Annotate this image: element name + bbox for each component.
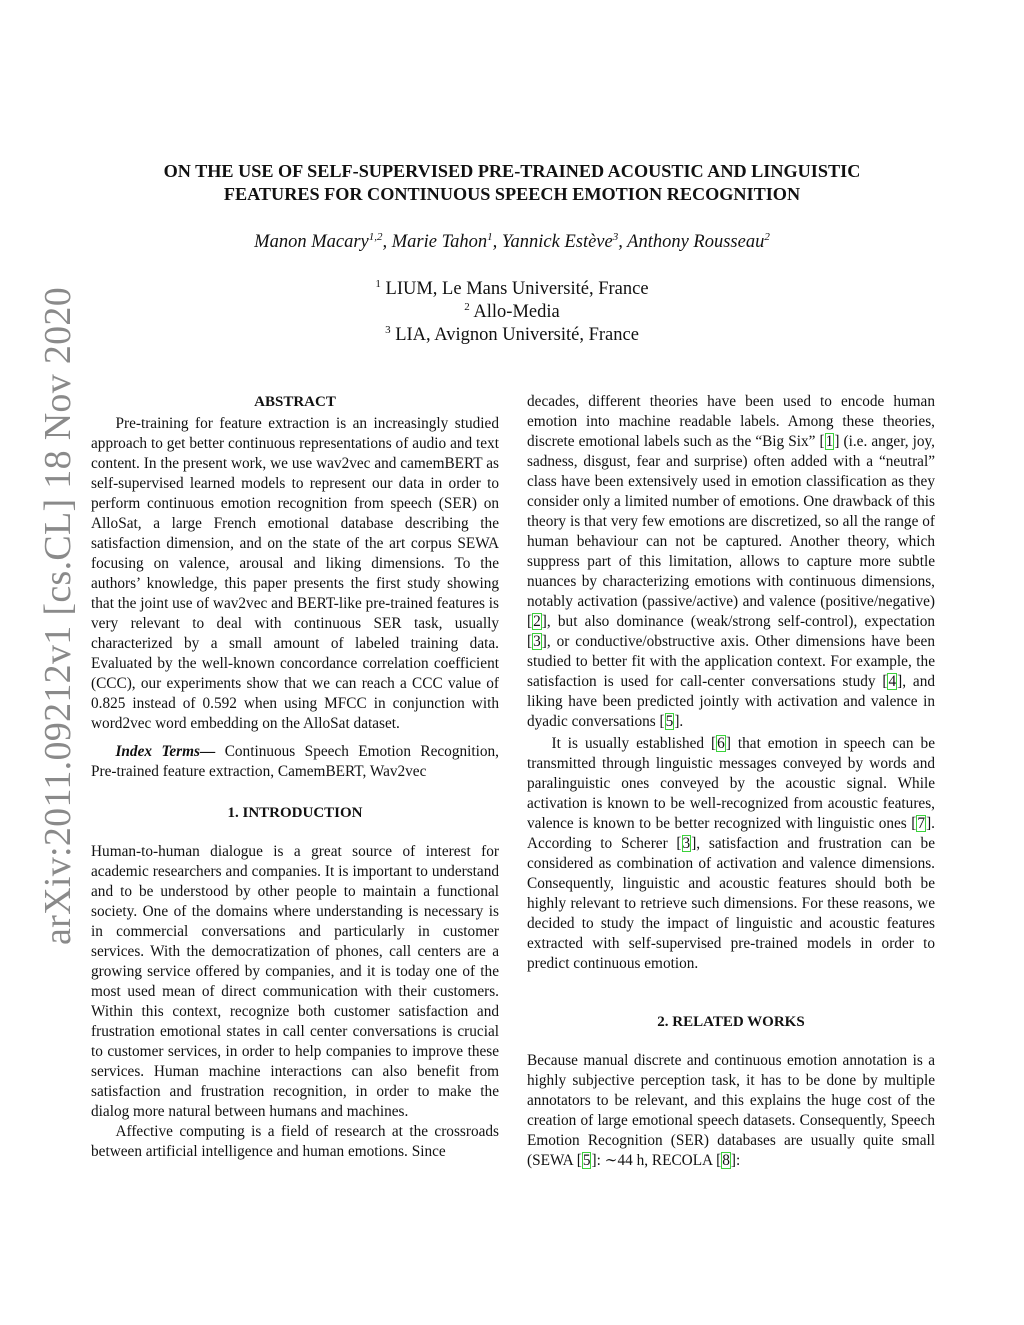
affiliation-number: 1 — [375, 277, 381, 290]
affiliation — [100, 301, 924, 324]
index-terms-label: Index Terms— — [115, 743, 216, 760]
related-works-heading: 2. RELATED WORKS — [657, 1014, 805, 1030]
text-run: Because manual discrete and continuous emotion annotation is a highly subjective perception task, it has to be done by multiple annotators to be relevant, and this explains the huge cost of the creation of large emotional speech datasets. Consequently, Speech Emotion Recognition (SER) databases are usually quite small (SEWA — [527, 1052, 935, 1169]
right-column — [527, 392, 935, 1171]
intro-paragraph-4: It is usually established [6] that emotion in speech can be transmitted through linguistic messages conveyed by words and paralinguistic ones conveyed by the acoustic signal. While activation is known to be well-recognized from acoustic features, valence is known to be better recognized with linguistic ones [7]. According to Scherer [3], satisfaction and frustration can be considered as combination of activation and valence dimensions. Consequently, linguistic and acoustic features should both be highly relevant to retrieve such dimensions. For these reasons, we decided to study the impact of linguistic and acoustic features extracted with self-supervised pre-trained models in order to predict continuous emotion. — [527, 735, 935, 972]
author-affil-sup: 1,2 — [368, 230, 383, 243]
title-line-1: ON THE USE OF SELF-SUPERVISED PRE-TRAINED ACOUSTIC AND LINGUISTIC — [163, 161, 861, 181]
intro-paragraph-2: Affective computing is a field of research at the crossroads between artificial intelligence and human emotions. Since — [91, 1123, 499, 1160]
intro-heading: 1. INTRODUCTION — [227, 805, 363, 821]
text-run: . According to Scherer — [527, 815, 935, 852]
affiliation — [100, 278, 924, 301]
citation-link[interactable]: 1 — [825, 433, 834, 450]
author-separator: , — [492, 232, 502, 252]
text-run: , satisfaction and frustration can be considered as combination of activation and valence dimensions. Consequently, linguistic and acoustic features should both be highly relevant to retrieve such dimensions. For these reasons, we decided to study the impact of linguistic and acoustic features extracted with self-supervised pre-trained models in order to predict continuous emotion. — [527, 835, 935, 972]
intro-paragraph-1: Human-to-human dialogue is a great source of interest for academic researchers and companies. It is important to understand and to be understood by other people to maintain a functional society. One of the domains where understanding is necessary is in commercial conversations and particularly in customer services. With the democratization of phones, call centers are a growing service offered by companies, and it is today one of the most used mean of direct communication with their customers. Within this context, recognize both customer satisfaction and frustration emotional states in call center conversations is crucial to customer services, in order to help companies to improve these services. Human machine interactions can also benefit from satisfaction and frustration recognition, in order to make the dialog more natural between humans and machines. — [91, 843, 499, 1120]
text-run: . — [679, 713, 684, 730]
affiliation-number: 2 — [464, 300, 470, 313]
text-run: , and liking have been predicted jointly with activation and valence in dyadic conversations — [527, 673, 935, 730]
affiliation-text: LIA, Avignon Université, France — [395, 325, 639, 345]
text-run: : — [735, 1152, 741, 1169]
author-separator: , — [382, 232, 392, 252]
text-run: , or conductive/obstructive axis. Other dimensions have been studied to better fit with the application context. For example, the satisfaction is used for call-center conversations study — [527, 633, 935, 690]
citation-link[interactable]: 5 — [665, 713, 674, 730]
citation-link[interactable]: 7 — [917, 815, 926, 832]
author: Marie Tahon — [391, 232, 488, 252]
citation-link[interactable]: 2 — [533, 613, 541, 630]
citation-link[interactable]: 3 — [533, 633, 541, 650]
affiliation — [100, 324, 924, 347]
affiliation-text: Allo-Media — [473, 302, 560, 322]
text-run: decades, different theories have been used to encode human emotion into machine readable labels. Among these theories, discrete emotional labels such as the “Big Six” — [527, 393, 935, 450]
text-run: that emotion in speech can be transmitted through linguistic messages conveyed by words and paralinguistic ones conveyed by the acoustic signal. While activation is known to be well-recognized from acoustic features, valence is known to be better recognized with linguistic ones — [527, 735, 935, 832]
citation-link[interactable]: 6 — [717, 735, 725, 752]
text-run: It is usually established — [551, 735, 712, 752]
related-paragraph-1: Because manual discrete and continuous emotion annotation is a highly subjective perception task, it has to be done by multiple annotators to be relevant, and this explains the huge cost of the creation of large emotional speech datasets. Consequently, Speech Emotion Recognition (SER) databases are usually quite small (SEWA [5]: ∼44 h, RECOLA [8]: — [527, 1052, 935, 1169]
abstract-heading: ABSTRACT — [254, 394, 336, 410]
affiliation-list — [100, 278, 924, 347]
citation-link[interactable]: 4 — [888, 673, 897, 690]
author: Yannick Estève — [501, 232, 613, 252]
left-column — [91, 392, 499, 1162]
citation-link[interactable]: 5 — [582, 1152, 591, 1169]
text-run: (i.e. anger, joy, sadness, disgust, fear and surprise) often added with a “neutral” class have been extensively used in emotion classification as they consider only a limited number of emotions. One drawback of this theory is that very few emotions are discretized, so all the range of human behaviour can not be captured. Another theory, which suppress part of this limitation, allows to capture more subtle nuances by characterizing emotions with continuous dimensions, notably activation (passive/active) and valence (positive/negative) — [527, 433, 935, 610]
index-terms-text: Continuous Speech Emotion Recognition, Pre-trained feature extraction, CamemBERT, Wav2vec — [91, 743, 499, 780]
abstract-body: Pre-training for feature extraction is an increasingly studied approach to get better continuous representations of audio and text content. In the present work, we use wav2vec and camemBERT as self-supervised learned models to represent our data in order to perform continuous emotion recognition from speech (SER) on AlloSat, a large French emotional database describing the satisfaction dimension, and on the state of the art corpus SEWA focusing on valence, arousal and liking dimensions. To the authors’ knowledge, this paper presents the first study showing that the joint use of wav2vec and BERT-like pre-trained features is very relevant to deal with continuous SER task, usually characterized by a small amount of labeled training data. Evaluated by the well-known concordance correlation coefficient (CCC), our experiments show that we can reach a CCC value of 0.825 instead of 0.592 when using MFCC in conjunction with word2vec word embedding on the AlloSat dataset. — [91, 415, 500, 732]
author-affil-sup: 1 — [487, 230, 493, 243]
citation-link[interactable]: 3 — [682, 835, 691, 852]
author: Manon Macary — [254, 232, 369, 252]
paper-title — [100, 160, 924, 206]
title-line-2: FEATURES FOR CONTINUOUS SPEECH EMOTION RECOGNITION — [223, 184, 801, 204]
citation-link[interactable]: 8 — [722, 1152, 730, 1169]
author: Anthony Rousseau — [627, 232, 765, 252]
affiliation-text: LIUM, Le Mans Université, France — [385, 279, 649, 299]
text-run: : ∼44 h, RECOLA — [596, 1152, 717, 1169]
text-run: , but also dominance (weak/strong self-control), expectation — [546, 613, 935, 630]
index-terms — [91, 742, 499, 782]
author-list — [100, 230, 924, 254]
arxiv-identifier: arXiv:2011.09212v1 [cs.CL] 18 Nov 2020 — [37, 286, 79, 945]
intro-paragraph-3: decades, different theories have been used to encode human emotion into machine readable labels. Among these theories, discrete emotional labels such as the “Big Six” [1] (i.e. anger, joy, sadness, disgust, fear and surprise) often added with a “neutral” class have been extensively used in emotion classification as they consider only a limited number of emotions. One drawback of this theory is that very few emotions are discretized, so all the range of human behaviour can not be captured. Another theory, which suppress part of this limitation, allows to capture more subtle nuances by characterizing emotions with continuous dimensions, notably activation (passive/active) and valence (positive/negative) [2], but also dominance (weak/strong self-control), expectation [3], or conductive/obstructive axis. Other dimensions have been studied to better fit with the application context. For example, the satisfaction is used for call-center conversations study [4], and liking have been predicted jointly with activation and valence in dyadic conversations [5]. — [527, 393, 935, 730]
author-affil-sup: 3 — [612, 230, 619, 243]
author-affil-sup: 2 — [764, 230, 770, 243]
author-separator: , — [618, 232, 628, 252]
affiliation-number: 3 — [385, 323, 391, 336]
